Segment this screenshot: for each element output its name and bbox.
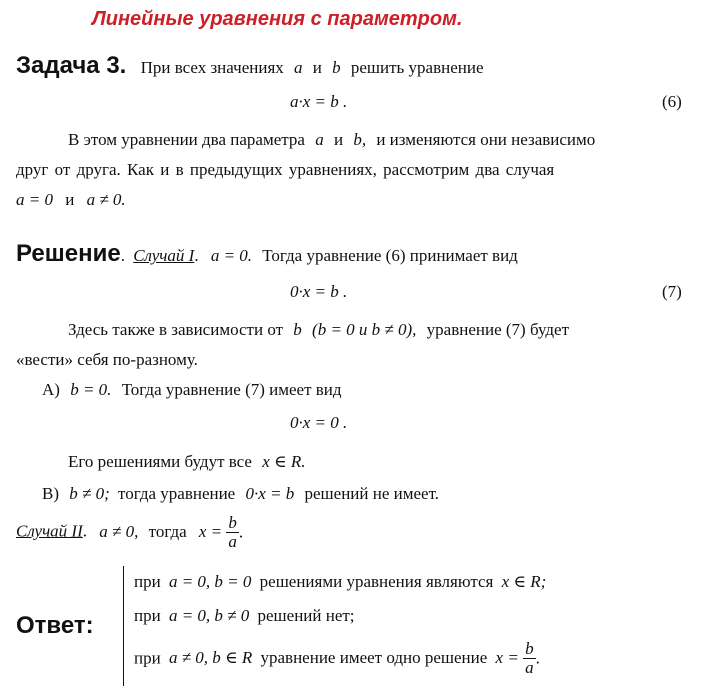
subcase-b-label: В) — [42, 484, 59, 503]
note-text: Здесь также в зависимости от — [68, 320, 284, 339]
fraction-numerator: b — [525, 639, 534, 658]
case-1-condition: a = 0. — [210, 246, 253, 265]
case-2-x: x = — [198, 522, 223, 542]
solution-heading: Решение — [16, 240, 121, 267]
case-condition: a ≠ 0. — [86, 190, 126, 209]
solution-line: Решение. Случай I. a = 0. Тогда уравнение (6) принимает вид — [16, 240, 518, 267]
case-2-then: тогда — [148, 522, 187, 542]
subcase-a-condition: b = 0. — [70, 380, 112, 399]
subcase-a-result-text: Его решениями будут все — [68, 452, 252, 471]
subcase-b-text: тогда уравнение — [118, 484, 236, 503]
subcase-b-condition: b ≠ 0; — [69, 484, 110, 503]
equation-number-6: (6) — [662, 92, 682, 111]
task-intro-post: решить уравнение — [350, 58, 484, 77]
explanation-and: и — [65, 190, 75, 209]
answer-line-2 — [134, 606, 355, 626]
subcase-a — [42, 380, 342, 400]
equation-number-7: (7) — [662, 282, 682, 301]
note-line-2: «вести» себя по-разному. — [16, 350, 198, 369]
answer-prefix: при — [134, 648, 161, 668]
answer-prefix: при — [134, 606, 161, 625]
task-and: и — [312, 58, 322, 77]
fraction-denominator: a — [525, 657, 534, 677]
answer-condition: a ≠ 0, b ∈ R — [168, 648, 253, 668]
answer-line-1 — [134, 572, 546, 592]
explanation-line-2: друг от друга. Как и в предыдущих уравнениях, рассмотрим два случая — [16, 160, 555, 179]
param-b: b, — [353, 130, 367, 149]
subcase-b — [42, 484, 439, 504]
subcase-b-equation: 0·x = b — [245, 484, 295, 503]
equation-7: 0·x = b . — [290, 282, 348, 301]
case-2-fraction — [226, 514, 239, 551]
fraction-denominator: a — [228, 531, 237, 551]
note-line-1 — [68, 320, 569, 340]
case-2-label: Случай II — [16, 521, 83, 541]
answer-prefix: при — [134, 572, 161, 591]
explanation-text: и изменяются они независимо — [376, 130, 596, 149]
answer-condition: a = 0, b ≠ 0 — [168, 606, 250, 625]
subcase-a-text: Тогда уравнение (7) имеет вид — [121, 380, 342, 399]
answer-fraction — [523, 640, 536, 677]
task-var-b: b — [332, 58, 341, 77]
case-1-text: Тогда уравнение (6) принимает вид — [262, 246, 518, 265]
case-2-condition: a ≠ 0, — [99, 522, 139, 542]
explanation-and: и — [333, 130, 344, 149]
note-text: уравнение (7) будет — [426, 320, 570, 339]
case-2-period: . — [238, 522, 244, 542]
task-var-a: a — [294, 58, 303, 77]
answer-line-3 — [134, 640, 540, 677]
fraction-numerator: b — [228, 513, 237, 532]
note-conditions: (b = 0 и b ≠ 0), — [312, 320, 417, 339]
subcase-a-label: А) — [42, 380, 60, 399]
explanation-line-3 — [16, 190, 126, 210]
subcase-b-text: решений не имеет. — [304, 484, 439, 503]
task-heading: Задача 3. — [16, 52, 127, 79]
page-title: Линейные уравнения с параметром. — [92, 8, 463, 30]
solution-dot: . — [120, 246, 125, 265]
equation-6: a·x = b . — [290, 92, 348, 111]
case-condition: a = 0 — [16, 190, 53, 209]
param-a: a — [315, 130, 324, 149]
note-b: b — [293, 320, 302, 339]
answer-condition: a = 0, b = 0 — [168, 572, 252, 591]
case-1-label: Случай I — [133, 246, 195, 265]
answer-text: уравнение имеет одно решение — [260, 648, 488, 668]
explanation-line-1 — [68, 130, 595, 150]
answer-brace — [123, 566, 124, 686]
answer-heading: Ответ: — [16, 612, 94, 639]
answer-math: x ∈ R; — [501, 572, 547, 591]
task-line — [16, 52, 484, 80]
answer-text: решениями уравнения являются — [259, 572, 494, 591]
case-2-line: Случай II. a ≠ 0, тогда x = $\frac{b}{a}$ . — [16, 513, 244, 551]
subcase-a-equation: 0·x = 0 . — [290, 413, 348, 432]
subcase-a-result-math: x ∈ R. — [262, 452, 306, 471]
subcase-a-result — [68, 452, 306, 472]
task-intro-pre: При всех значениях — [140, 58, 284, 77]
explanation-text: В этом уравнении два параметра — [68, 130, 305, 149]
answer-period: . — [535, 648, 540, 668]
answer-x: x = — [495, 648, 519, 668]
answer-text: решений нет; — [257, 606, 355, 625]
